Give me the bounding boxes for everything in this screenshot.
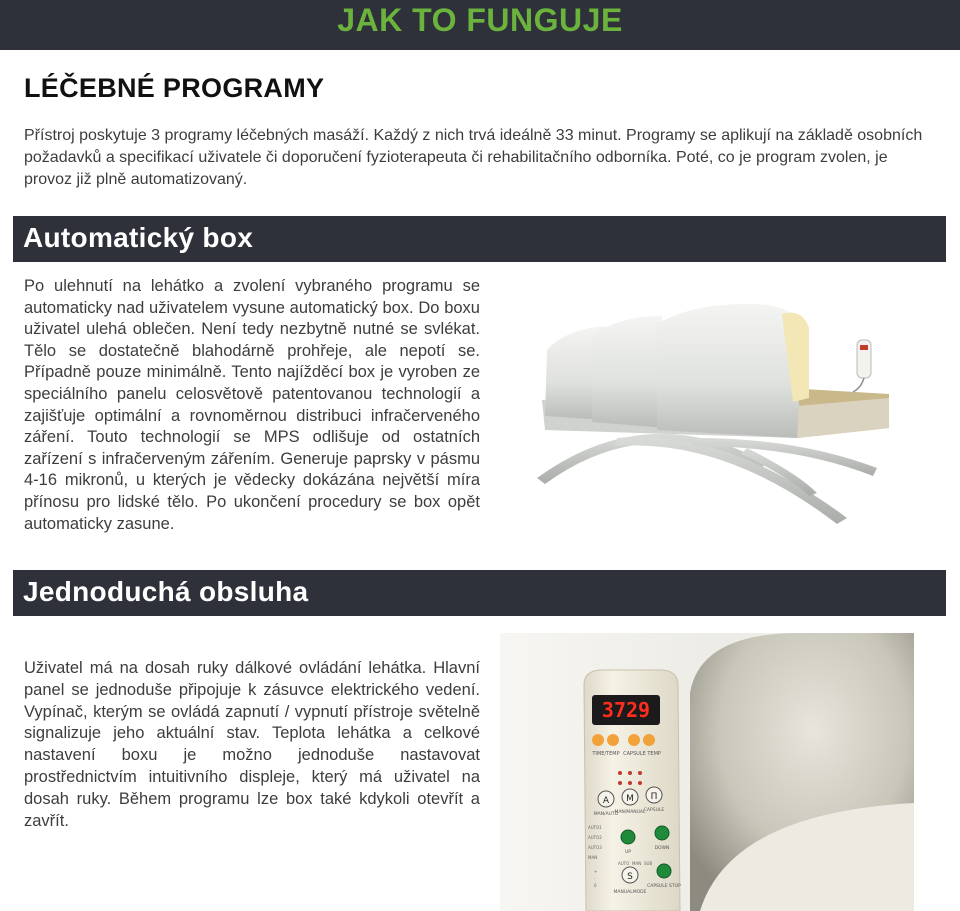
svg-text:MAN: MAN — [632, 861, 642, 866]
svg-text:MAN/MANUAL: MAN/MANUAL — [614, 810, 646, 815]
svg-text:AUTO1: AUTO1 — [588, 825, 602, 830]
svg-text:-: - — [594, 876, 596, 881]
svg-text:+: + — [594, 869, 598, 874]
simple-control-text: Uživatel má na dosah ruky dálkové ovládání lehátka. Hlavní panel se jednoduše připojuje k zásuvce elektrického vedení. Vypínač, kterým se ovládá zapnutí / vypnutí přístroje světelně signalizuje jeho aktuální stav. Teplota lehátka a celkové nastavení boxu je možno jednoduše nastavovat prostřednictvím intuitivního displeje, který má uživatel na dosah ruky. Během programu lze box také kdykoli otevřít a zavřít. — [24, 659, 480, 830]
svg-text:0: 0 — [594, 883, 597, 888]
top-banner — [0, 0, 960, 50]
time-temp-label: TIME/TEMP — [592, 751, 620, 757]
svg-text:MAN/AUTO: MAN/AUTO — [593, 812, 619, 817]
programs-text: Přístroj poskytuje 3 programy léčebných masáží. Každý z nich trvá ideálně 33 minut. Programy se aplikují na základě osobních požadavků a specifikací uživatele či doporučení fyzioterapeuta či rehabilitačního odborníka. Poté, co je program zvolen, je provoz již plně automatizovaný. — [24, 127, 923, 188]
svg-text:CAPSULE STOP: CAPSULE STOP — [647, 884, 681, 889]
page-title: JAK TO FUNGUJE — [337, 2, 623, 38]
svg-text:MAN: MAN — [588, 855, 598, 860]
capsule-stop-button[interactable] — [657, 864, 671, 878]
down-button[interactable] — [655, 826, 669, 840]
svg-text:DOWN: DOWN — [654, 846, 670, 851]
capsule-segment — [657, 304, 799, 438]
programs-heading: LÉČEBNÉ PROGRAMY — [24, 73, 325, 103]
auto-box-heading: Automatický box — [23, 222, 254, 253]
capsule-bed-image — [497, 288, 910, 534]
auto-box-band — [13, 216, 946, 262]
svg-text:AUTO3: AUTO3 — [588, 845, 602, 850]
svg-text:MANUALMODE: MANUALMODE — [613, 890, 647, 895]
svg-text:SUB: SUB — [644, 861, 653, 866]
svg-text:UP: UP — [624, 850, 632, 855]
svg-text:Π: Π — [650, 792, 658, 802]
display-readout: 3729 — [601, 698, 651, 722]
auto-box-text: Po ulehnutí na lehátko a zvolení vybraného programu se automaticky nad uživatelem vysune automatický box. Do boxu uživatel ulehá oblečen. Není tedy nezbytně nutné se svlékat. Tělo se dostatečně blahodárně prohřeje, ale nepotí se. Případně pouze minimálně. Tento najížděcí box je vyroben ze speciálního panelu celosvětově patentovanou technologií a zajišťuje optimální a rovnoměrnou distribuci infračerveného záření. Touto technologií se MPS odlišuje od ostatních zařízení s infračerveným zářením. Generuje paprsky v pásmu 4-16 mikronů, u kterých je vědecky dokázána největší míra přínosu pro lidské tělo. Po ukončení procedury se box opět automaticky zasune. — [24, 277, 480, 533]
svg-text:CAPSULE: CAPSULE — [643, 808, 665, 813]
svg-text:AUTO2: AUTO2 — [588, 835, 602, 840]
svg-text:M: M — [626, 794, 634, 804]
remote-control-image — [500, 633, 914, 911]
svg-text:AUTO: AUTO — [618, 861, 630, 866]
simple-control-heading: Jednoduchá obsluha — [23, 576, 309, 607]
svg-text:S: S — [627, 872, 633, 882]
capsule-segment — [592, 316, 667, 428]
svg-text:A: A — [602, 796, 610, 806]
capsule-temp-label: CAPSULE TEMP — [623, 751, 661, 757]
simple-control-band — [13, 570, 946, 616]
up-button[interactable] — [621, 830, 635, 844]
